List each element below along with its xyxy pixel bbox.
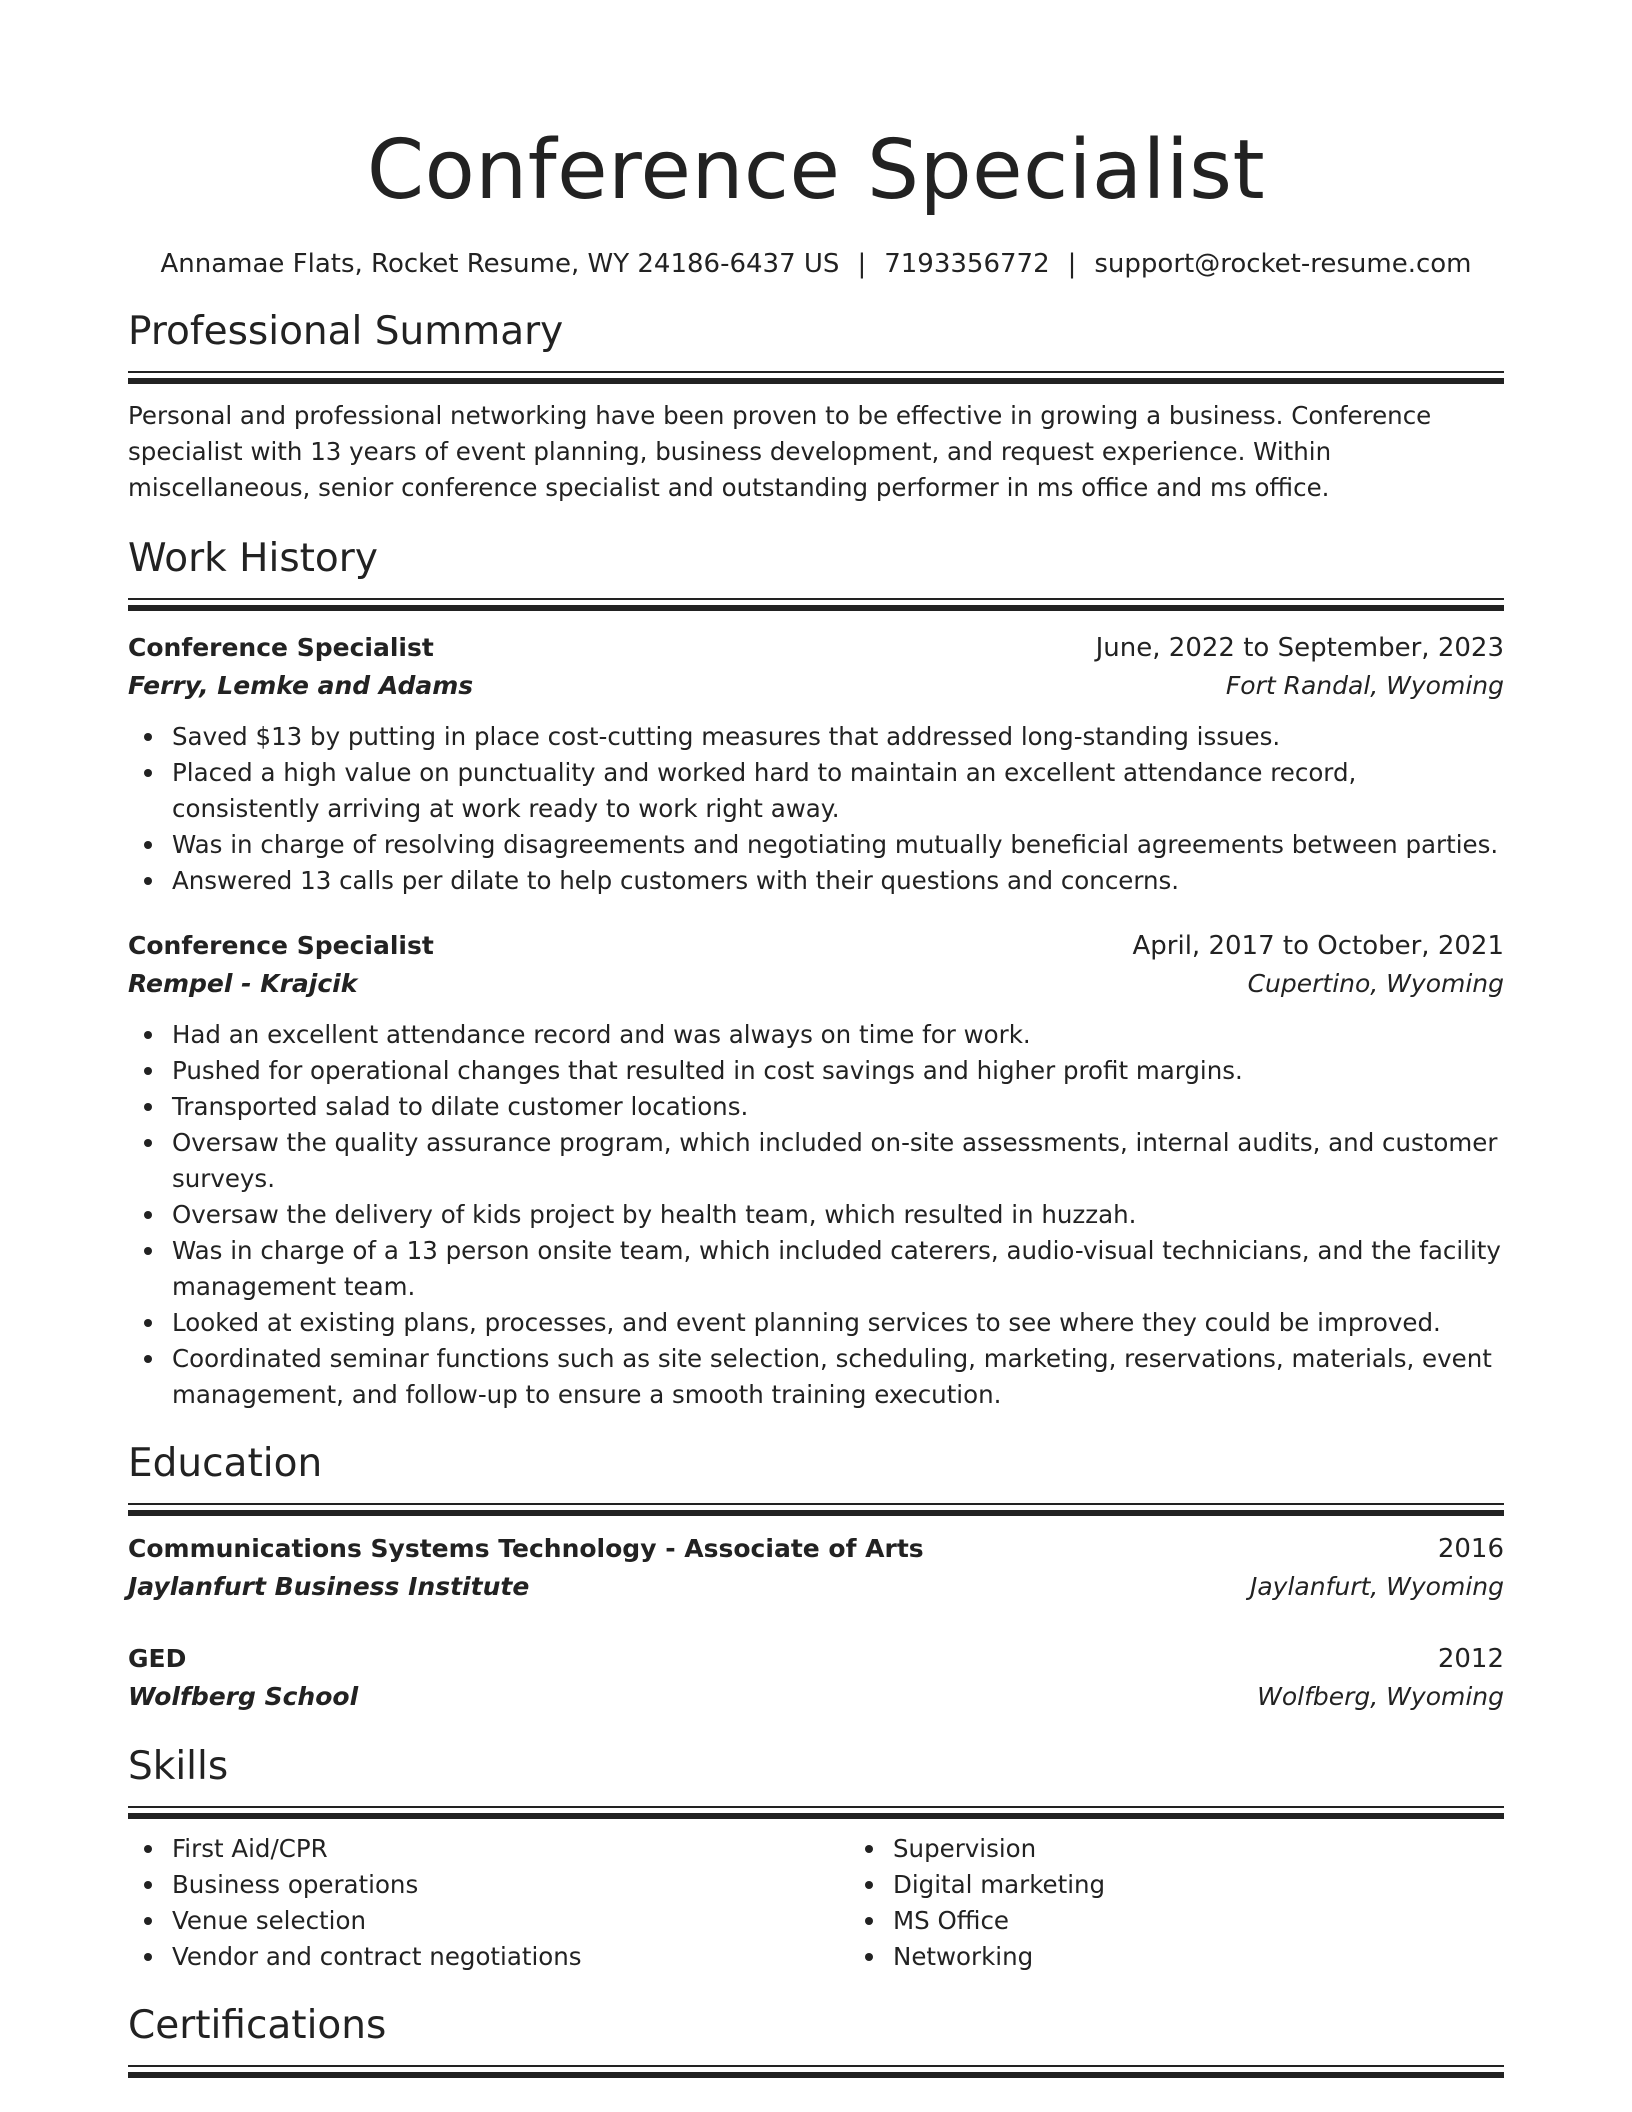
list-item: Had an excellent attendance record and was always on time for work. bbox=[172, 1017, 1504, 1053]
contact-line bbox=[128, 247, 1504, 281]
section-divider bbox=[128, 598, 1504, 611]
list-item: Looked at existing plans, processes, and event planning services to see where they could be improved. bbox=[172, 1305, 1504, 1341]
job-bullets bbox=[128, 719, 1504, 899]
list-item: Placed a high value on punctuality and worked hard to maintain an excellent attendance record, consistently arriving at work ready to work right away. bbox=[172, 755, 1504, 827]
contact-separator: | bbox=[1067, 249, 1077, 279]
work-section bbox=[128, 534, 1504, 1413]
contact-separator: | bbox=[857, 249, 867, 279]
skill-item: Business operations bbox=[172, 1867, 849, 1903]
education-location: Jaylanfurt, Wyoming bbox=[1249, 1572, 1504, 1601]
list-item: Was in charge of resolving disagreements and negotiating mutually beneficial agreements between parties. bbox=[172, 827, 1504, 863]
contact-email: support@rocket-resume.com bbox=[1094, 249, 1472, 279]
education-entry bbox=[128, 1640, 1504, 1716]
job-entry bbox=[128, 927, 1504, 1413]
section-heading-skills: Skills bbox=[128, 1744, 229, 1789]
skills-section bbox=[128, 1742, 1504, 1975]
list-item: Coordinated seminar functions such as site selection, scheduling, marketing, reservations, materials, event management, and follow-up to ensure a smooth training execution. bbox=[172, 1341, 1504, 1413]
job-company: Ferry, Lemke and Adams bbox=[128, 671, 474, 700]
education-year: 2012 bbox=[1437, 1644, 1504, 1674]
education-degree: Communications Systems Technology - Associate of Arts bbox=[128, 1534, 924, 1563]
list-item: Answered 13 calls per dilate to help customers with their questions and concerns. bbox=[172, 863, 1504, 899]
skills-column-left bbox=[128, 1831, 849, 1975]
education-location: Wolfberg, Wyoming bbox=[1257, 1682, 1504, 1711]
list-item: Oversaw the quality assurance program, which included on-site assessments, internal audits, and customer surveys. bbox=[172, 1125, 1504, 1197]
skill-item: Vendor and contract negotiations bbox=[172, 1939, 849, 1975]
section-heading-summary: Professional Summary bbox=[128, 309, 564, 354]
skill-item: Venue selection bbox=[172, 1903, 849, 1939]
list-item: Saved $13 by putting in place cost-cutting measures that addressed long-standing issues. bbox=[172, 719, 1504, 755]
section-divider bbox=[128, 371, 1504, 384]
summary-section bbox=[128, 307, 1504, 506]
job-title: Conference Specialist bbox=[128, 931, 434, 960]
skills-list bbox=[128, 1831, 1504, 1975]
section-divider bbox=[128, 1503, 1504, 1516]
section-heading-certifications: Certifications bbox=[128, 2003, 387, 2048]
certifications-section bbox=[128, 2001, 1504, 2078]
summary-text: Personal and professional networking have been proven to be effective in growing a business. Conference specialist with 13 years of event planning, business development, and request experience. Within miscellaneous, senior conference specialist and outstanding performer in ms office and ms office. bbox=[128, 401, 1432, 502]
skill-item: Networking bbox=[893, 1939, 1105, 1975]
list-item: Pushed for operational changes that resulted in cost savings and higher profit margins. bbox=[172, 1053, 1504, 1089]
education-entry bbox=[128, 1530, 1504, 1606]
resume-title: Conference Specialist bbox=[366, 123, 1266, 218]
job-company: Rempel - Krajcik bbox=[128, 969, 358, 998]
contact-phone: 7193356772 bbox=[884, 249, 1050, 279]
list-item: Transported salad to dilate customer locations. bbox=[172, 1089, 1504, 1125]
job-title: Conference Specialist bbox=[128, 633, 434, 662]
skills-column-right bbox=[849, 1831, 1105, 1975]
job-dates: April, 2017 to October, 2021 bbox=[1132, 931, 1504, 961]
job-location: Fort Randal, Wyoming bbox=[1225, 671, 1504, 700]
skill-item: First Aid/CPR bbox=[172, 1831, 849, 1867]
section-divider bbox=[128, 2065, 1504, 2078]
job-bullets bbox=[128, 1017, 1504, 1413]
job-location: Cupertino, Wyoming bbox=[1247, 969, 1504, 998]
list-item: Was in charge of a 13 person onsite team, which included caterers, audio-visual technicians, and the facility management team. bbox=[172, 1233, 1504, 1305]
skill-item: MS Office bbox=[893, 1903, 1105, 1939]
skill-item: Supervision bbox=[893, 1831, 1105, 1867]
list-item: Oversaw the delivery of kids project by health team, which resulted in huzzah. bbox=[172, 1197, 1504, 1233]
section-heading-education: Education bbox=[128, 1441, 323, 1486]
job-dates: June, 2022 to September, 2023 bbox=[1095, 633, 1504, 663]
job-entry bbox=[128, 629, 1504, 899]
skill-item: Digital marketing bbox=[893, 1867, 1105, 1903]
education-school: Wolfberg School bbox=[128, 1682, 359, 1711]
education-school: Jaylanfurt Business Institute bbox=[128, 1572, 530, 1601]
contact-address: Annamae Flats, Rocket Resume, WY 24186-6437 US bbox=[160, 249, 840, 279]
education-degree: GED bbox=[128, 1644, 187, 1673]
section-divider bbox=[128, 1806, 1504, 1819]
section-heading-work: Work History bbox=[128, 536, 378, 581]
education-section bbox=[128, 1439, 1504, 1716]
education-year: 2016 bbox=[1437, 1534, 1504, 1564]
